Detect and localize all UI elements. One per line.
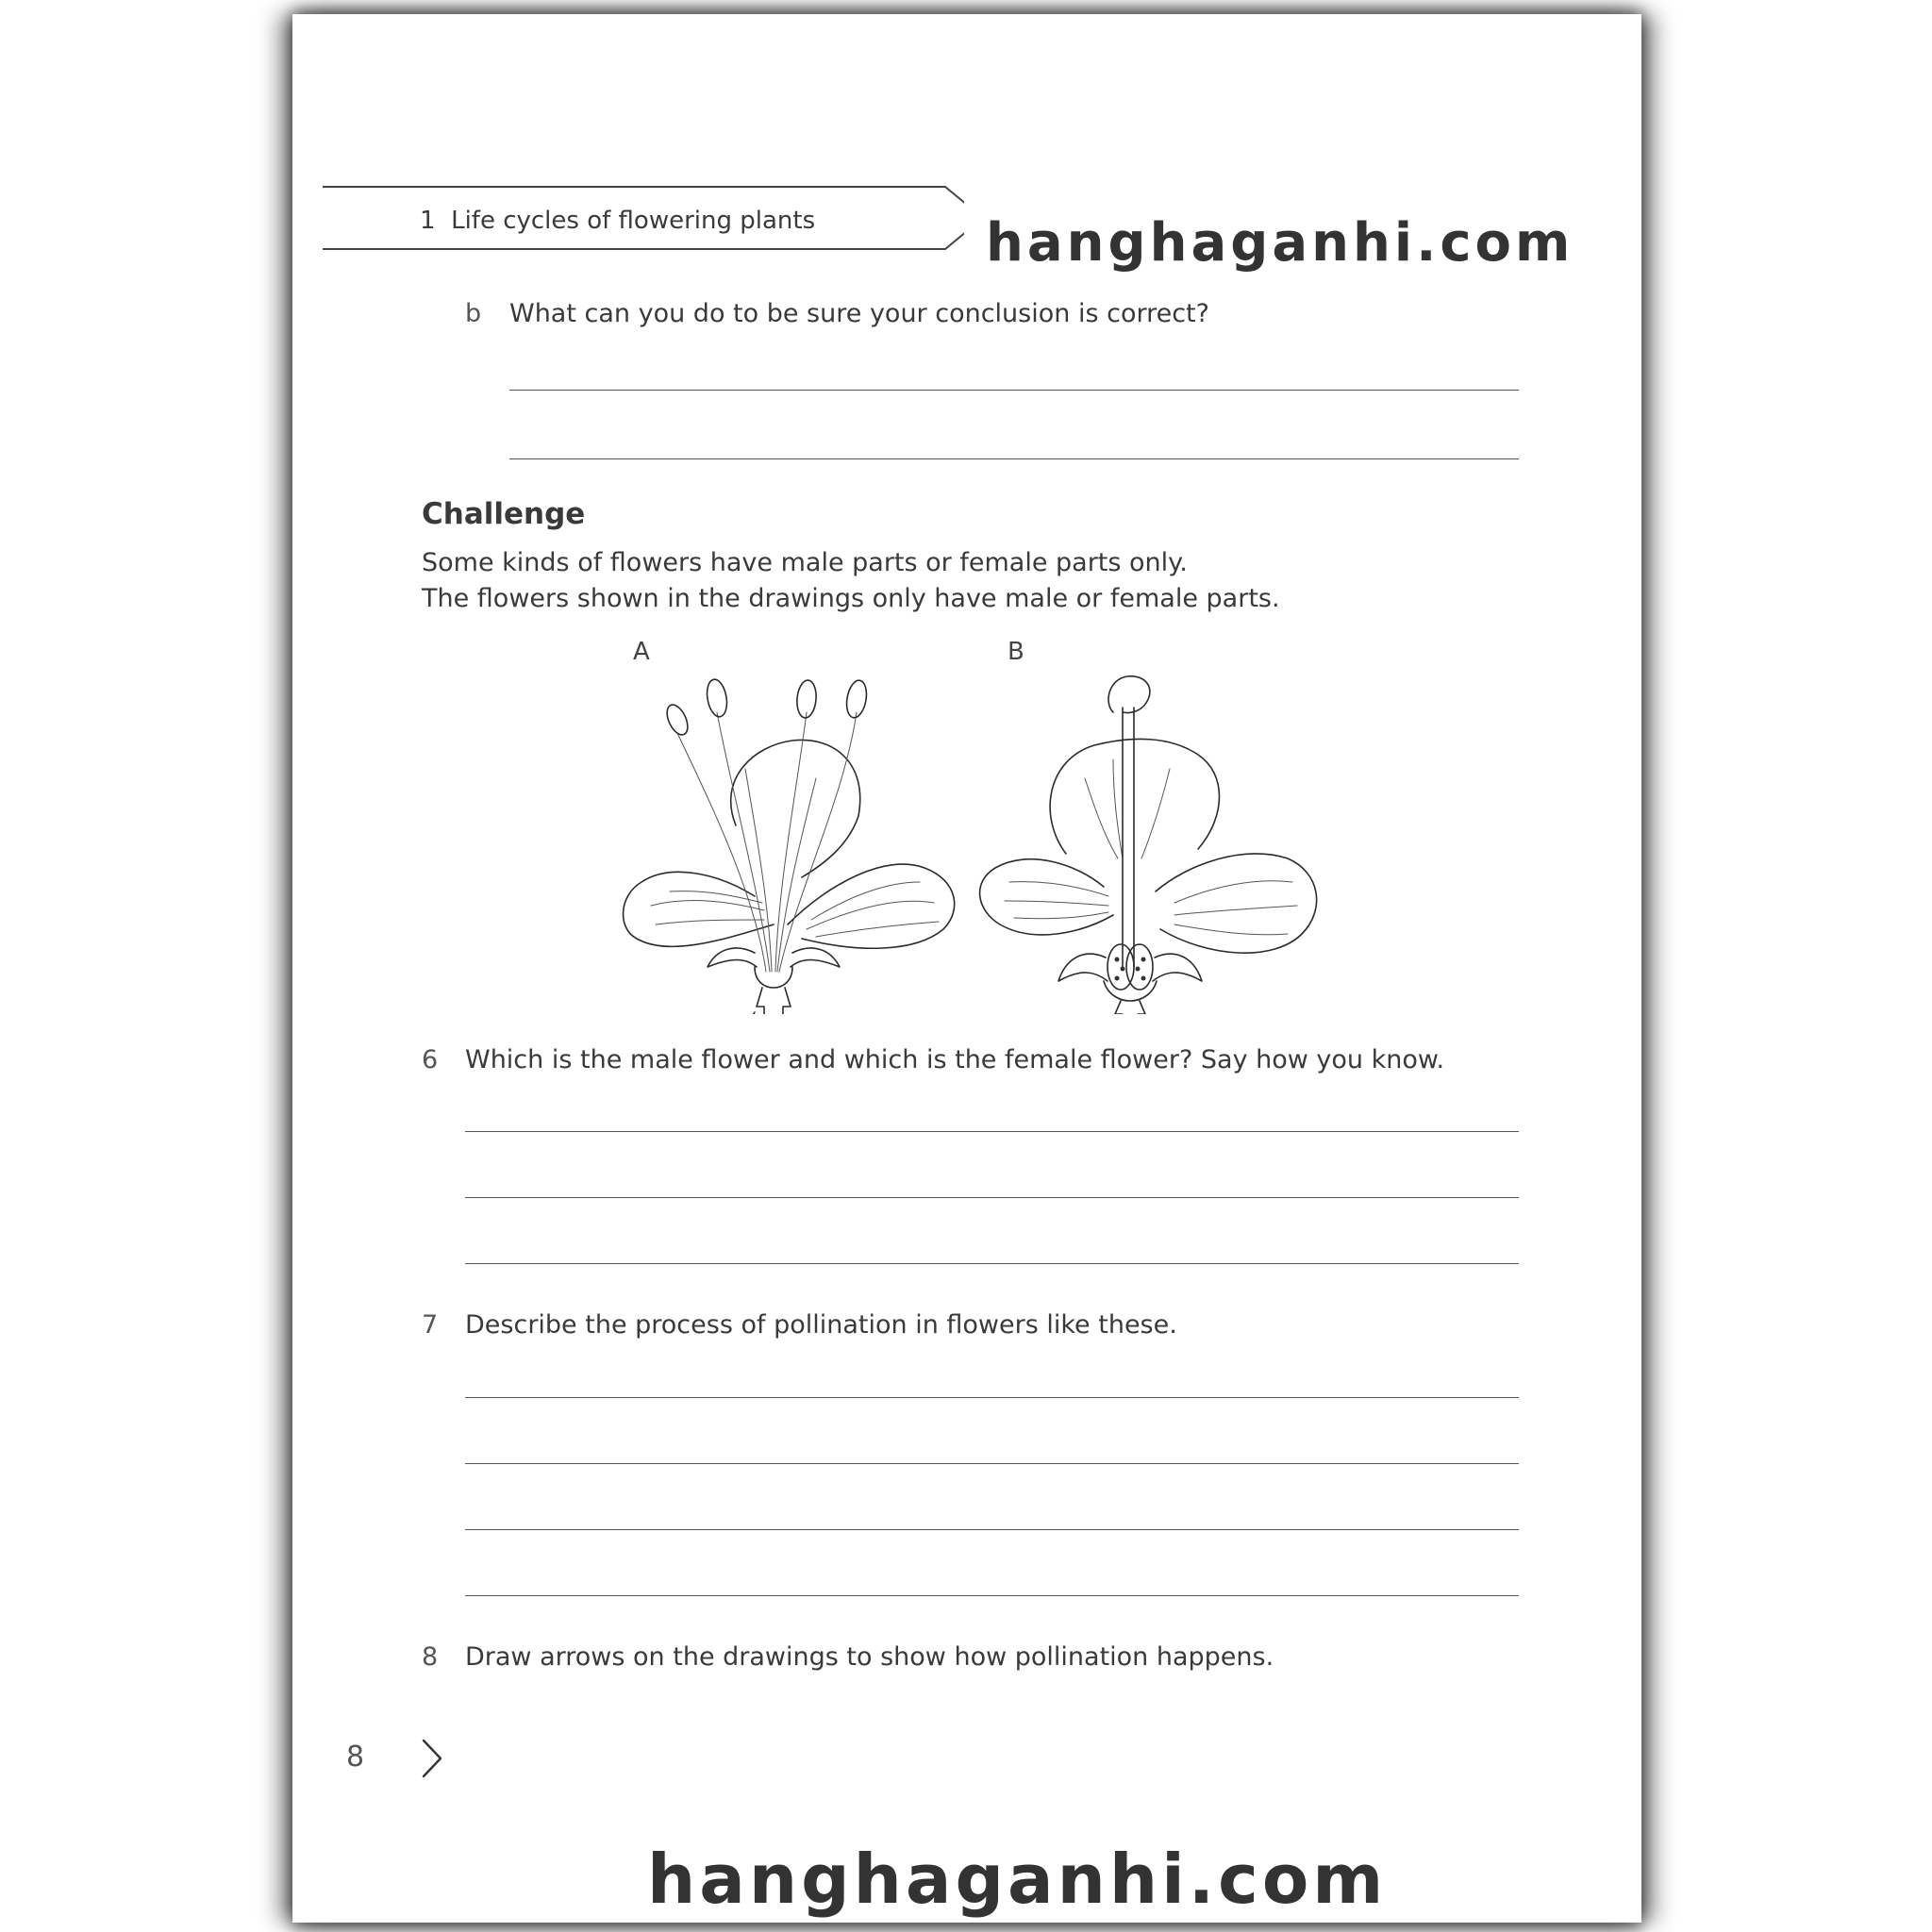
answer-line[interactable] (509, 458, 1519, 459)
answer-line[interactable] (465, 1263, 1519, 1264)
watermark-bottom: hanghaganhi.com (647, 1840, 1388, 1919)
question-7-number: 7 (422, 1310, 439, 1340)
answer-line[interactable] (465, 1131, 1519, 1132)
challenge-heading: Challenge (422, 497, 586, 531)
chapter-header (420, 207, 815, 235)
question-6-text: Which is the male flower and which is the female flower? Say how you know. (465, 1045, 1445, 1074)
question-b-text: What can you do to be sure your conclusion is correct? (509, 299, 1209, 328)
female-flower-drawing (972, 656, 1349, 1014)
answer-line[interactable] (465, 1197, 1519, 1198)
answer-line[interactable] (509, 390, 1519, 391)
answer-line[interactable] (465, 1595, 1519, 1596)
watermark-top: hanghaganhi.com (986, 212, 1574, 274)
chevron-right-icon[interactable] (418, 1737, 446, 1780)
flower-b-label: B (1008, 638, 1024, 666)
workbook-page (292, 14, 1641, 1923)
question-7-text: Describe the process of pollination in flowers like these. (465, 1310, 1177, 1340)
question-8-text: Draw arrows on the drawings to show how pollination happens. (465, 1642, 1274, 1672)
flower-a-label: A (633, 638, 650, 666)
challenge-line-1: Some kinds of flowers have male parts or female parts only. (422, 548, 1188, 577)
chapter-number: 1 (420, 207, 436, 235)
male-flower-drawing (613, 656, 972, 1014)
question-6-number: 6 (422, 1045, 439, 1074)
answer-line[interactable] (465, 1397, 1519, 1398)
chapter-title: Life cycles of flowering plants (451, 207, 816, 235)
question-8-number: 8 (422, 1642, 439, 1672)
answer-line[interactable] (465, 1463, 1519, 1464)
question-b-label: b (465, 299, 482, 328)
page-number: 8 (346, 1740, 365, 1774)
answer-line[interactable] (465, 1529, 1519, 1530)
challenge-line-2: The flowers shown in the drawings only have male or female parts. (422, 584, 1280, 613)
